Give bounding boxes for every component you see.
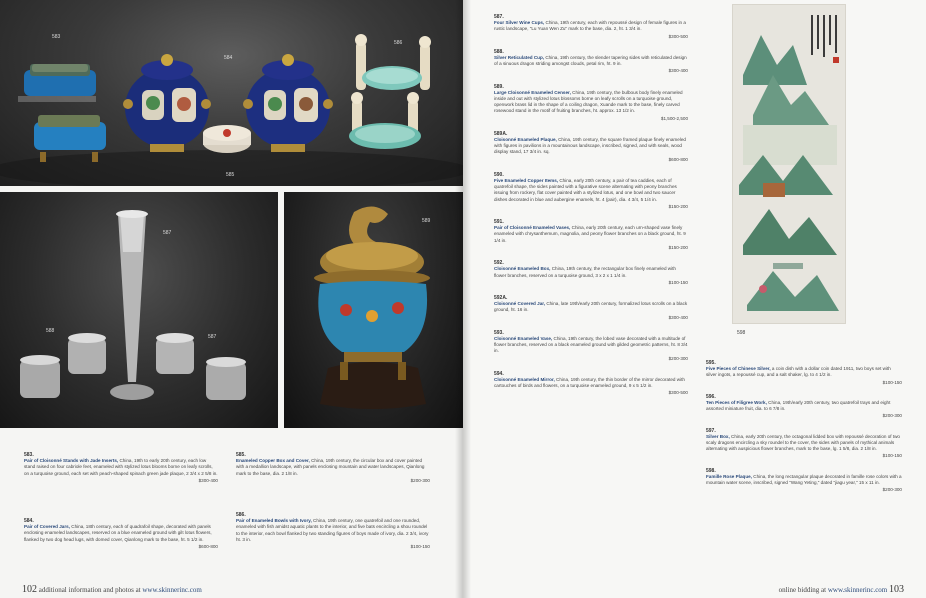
right-page [463, 0, 926, 598]
lot-title: Silver Reticulated Cup, [494, 55, 545, 61]
lot-number: 594. [494, 370, 504, 377]
lot-text: China, early 20th century, each urn-shaped vase finely enameled with chrysanthemum, magnolia, and peony flower branches on a black ground, ht. 9 1/4 in. [494, 225, 686, 243]
silver-cups-illustration [0, 192, 278, 428]
lot-text: China, 19th century, the rectangular box finely enameled with flower branches, reserved on a turquoise ground, 3 x 2 x 1 1/4 in. [494, 266, 676, 278]
lot-title: Famille Rose Plaque, [706, 473, 752, 479]
lot-number: 596. [706, 393, 716, 400]
lot-number: 591. [494, 219, 504, 226]
lot-description [706, 394, 902, 420]
lot-estimate: $150-200 [668, 203, 688, 209]
lot-text: China, 19th century, the bulbous body finely enameled inside and out with stylized lotus blossoms borne on leafy scrolls on a turquoise ground, openwork brass lid in the shape of a coiling dragon, Xuande mark to the base, finely carved rosewood stand in the motif of fruiting branches, ht. approx. 13 1/2 in. [494, 89, 683, 114]
lot-text: China, 18th century, each of quadrafoil shape, decorated with panels enclosing enameled landscapes, reserved on a blue enameled ground with gilt lotus flowers, flanked by two dog head lugs, with domed cover, Qianlong mark to the base, ht. 5 1/2 in. [24, 524, 212, 542]
lot-description [494, 84, 688, 122]
lot-title: Silver Box, [706, 433, 730, 439]
lot-title: Five Enameled Copper Items, [494, 178, 559, 184]
lot-number: 593. [494, 329, 504, 336]
lot-title: Ten Pieces of Filigree Work, [706, 400, 767, 406]
lot-text: China, 19th century, the lobed vase decorated with a multitude of flower branches, reserved on a black enameled ground with gilded geometric patterns, ht. 8 3/4 in. [494, 335, 688, 354]
lot-column-2 [706, 360, 902, 501]
lot-number: 583. [24, 452, 34, 458]
lot-estimate: $100-150 [882, 379, 902, 385]
page-number: 103 [889, 584, 904, 595]
lot-estimate: $600-800 [198, 543, 218, 549]
lot-text: China, 19th century, the slender tapering sides with reticulated design of a sinuous dragon striding amongst clouds, petal rim, ht. 9 in. [494, 55, 687, 67]
lot-number: 597. [706, 427, 716, 434]
lot-number: 589. [494, 83, 504, 90]
photo-lot-label: 589 [422, 218, 431, 224]
lot-title: Large Cloisonné Enameled Censer, [494, 89, 571, 95]
lot-number: 584. [24, 518, 34, 524]
lot-estimate: $300-400 [198, 477, 218, 483]
lot-description [494, 131, 688, 163]
lot-number: 589A. [494, 130, 508, 137]
lot-title: Cloisonné Enameled Vase, [494, 335, 553, 341]
photo-lot-label: 584 [224, 55, 233, 61]
lot-title: Five Pieces of Chinese Silver, [706, 366, 771, 372]
plaque-illustration [733, 5, 846, 324]
page-number: 102 [22, 584, 37, 595]
lot-description [494, 330, 688, 362]
photo-lot-label: 583 [52, 34, 61, 40]
lot-text: China, early 20th century, the octagonal lidded box with repoussé decoration of two scaly dragons encircling a sky roundel to the cover, the sides with panels of mythical animals alternating with auspicious flower branches, mark to the base, lg. 1 5/8, dia. 2 1/8 in. [706, 433, 900, 452]
photo-lot-label: 588 [46, 328, 55, 334]
lot-number: 585. [236, 452, 246, 458]
footer-text: additional information and photos at [38, 586, 141, 594]
lot-description [494, 219, 688, 251]
lot-title: Pair of Cloisonné Stands with Jade Inserts, [24, 458, 119, 464]
lot-text: China, 19th century, each with repoussé design of female figures in a rustic landscape, "Lu Yuan Wen Zu" mark to the base, dia. 2, ht. 1 3/4 in. [494, 20, 686, 32]
lot-column-1 [494, 14, 688, 405]
lot-number: 588. [494, 48, 504, 55]
lot-estimate: $200-300 [668, 355, 688, 361]
right-footer [779, 584, 904, 595]
lot-title: Pair of Cloisonné Enameled Vases, [494, 225, 571, 231]
lot-text: China, early 20th century, a pair of tea caddies, each of quatrefoil shape, the sides painted with a figurative scene alternating with peony branches issuing from rockery, flat cover painted with a stylized lotus, and one bowl and two saucer dishes decorated in blue and aubergine enamels, ht. 4 (pair), dia. 4 3/4, 5 1/4 in. [494, 178, 677, 202]
photo-cloisonne-censer [284, 192, 463, 428]
lot-estimate: $200-300 [882, 487, 902, 493]
lot-text: China, 19th to early 20th century, each low stand raised on four cabriole feet, enameled with stylized lotus blooms borne on leafy scrolls, on a turquoise ground, each set with peach-shaped spinach green jade plaque, 2 3/4 x 2 5/8 in. [24, 458, 218, 476]
left-footer [22, 584, 202, 595]
lot-description [706, 468, 902, 494]
lot-text: China, 19th century, the square framed plaque finely enameled with figures in pavilions in a mountainous landscape, inscribed, signed, and with seals, wood display stand, 17 3/4 in. sq. [494, 137, 686, 155]
lot-estimate: $200-300 [882, 413, 902, 419]
lot-estimate: $150-200 [668, 244, 688, 250]
lot-text: a coin dish with a dollar coin dated 1911, two boys set with silver ingots, a repoussé cup, and a salt shaker, lg. to 4 1/2 in. [706, 366, 891, 378]
lot-description [236, 452, 430, 484]
lot-number: 592A. [494, 294, 508, 301]
lot-number: 595. [706, 360, 716, 366]
lot-description [494, 295, 688, 321]
lot-description [494, 172, 688, 210]
lot-text: China, 19th century, the thin border of the mirror decorated with cartouches of birds and flowers, on a turquoise enameled ground, 9 x 5 1/2 in. [494, 376, 685, 389]
lot-description [494, 14, 688, 40]
lot-estimate: $200-300 [410, 477, 430, 483]
footer-link[interactable]: www.skinnerinc.com [142, 586, 202, 594]
book-gutter [455, 0, 471, 598]
photo-enamel-group [0, 0, 463, 186]
lot-description [494, 49, 688, 75]
lot-title: Pair of Covered Jars, [24, 524, 70, 530]
lot-text: China, 19th century, one quatrefoil and one rounded, enameled with fish amidst aquatic plants to the interior, and five bats encircling a shou roundel to the interior, each bowl flanked by two standing figures of boys made of ivory, dia. 2 3/4, ivory ht. 3 in. [236, 518, 429, 542]
lot-estimate: $300-400 [668, 68, 688, 74]
lot-estimate: $300-500 [668, 33, 688, 39]
lot-description [236, 512, 430, 550]
lot-number: 590. [494, 171, 504, 178]
lot-description [494, 371, 688, 397]
lot-estimate: $600-800 [668, 156, 688, 162]
lot-estimate: $100-150 [668, 279, 688, 285]
lot-number: 586. [236, 512, 246, 518]
photo-famille-rose-plaque [732, 4, 846, 324]
lot-description [24, 518, 218, 550]
lot-estimate: $100-150 [410, 544, 430, 550]
lot-text: China, late 19th/early 20th century, formalized lotus scrolls on a black ground, ht. 16 in. [494, 301, 688, 313]
photo-silver-cups [0, 192, 278, 428]
lot-title: Enameled Copper Box and Cover, [236, 458, 310, 464]
lot-estimate: $1,500-2,500 [660, 115, 688, 121]
footer-text: online bidding at [778, 586, 827, 594]
lot-title: Cloisonné Enameled Plaque, [494, 137, 557, 143]
lot-text: China, 19th century, the circular box and cover painted with a medallion landscape, with panels enclosing mountain and water landscapes, Qianlong mark to the base, dia. 2 1/8 in. [236, 458, 425, 476]
lot-number: 598. [706, 467, 716, 474]
lot-text: China, the long rectangular plaque decorated in famille rose colors with a mountain water scene, inscribed, signed "Wang Yeting," dated "jiagu year," 15 x 11 in. [706, 473, 902, 486]
lot-description [494, 260, 688, 286]
lot-description [706, 428, 902, 460]
lot-estimate: $100-150 [882, 453, 902, 459]
photo-lot-label: 598 [737, 330, 746, 336]
lot-description [706, 360, 902, 386]
lot-description [24, 452, 218, 484]
lot-title: Four Silver Wine Cups, [494, 20, 545, 26]
lot-text: China, 19th/early 20th century, two quatrefoil trays and eight assorted miniature fruit, dia. to 6 7/8 in. [706, 400, 891, 412]
photo-lot-label: 586 [394, 40, 403, 46]
lot-title: Pair of Enameled Bowls with Ivory, [236, 518, 312, 524]
lot-estimate: $300-400 [668, 314, 688, 320]
lot-number: 587. [494, 14, 504, 20]
footer-link[interactable]: www.skinnerinc.com [827, 586, 888, 594]
censer-illustration [284, 192, 463, 428]
lot-title: Cloisonné Enameled Box, [494, 266, 551, 272]
lot-title: Cloisonné Covered Jar, [494, 301, 546, 307]
enamel-group-illustration [0, 0, 463, 186]
lot-estimate: $300-500 [668, 390, 688, 396]
lot-title: Cloisonné Enameled Mirror, [494, 376, 555, 382]
photo-lot-label: 585 [226, 172, 235, 178]
photo-lot-label: 587 [208, 334, 217, 340]
photo-lot-label: 587 [163, 230, 172, 236]
lot-number: 592. [494, 260, 504, 267]
